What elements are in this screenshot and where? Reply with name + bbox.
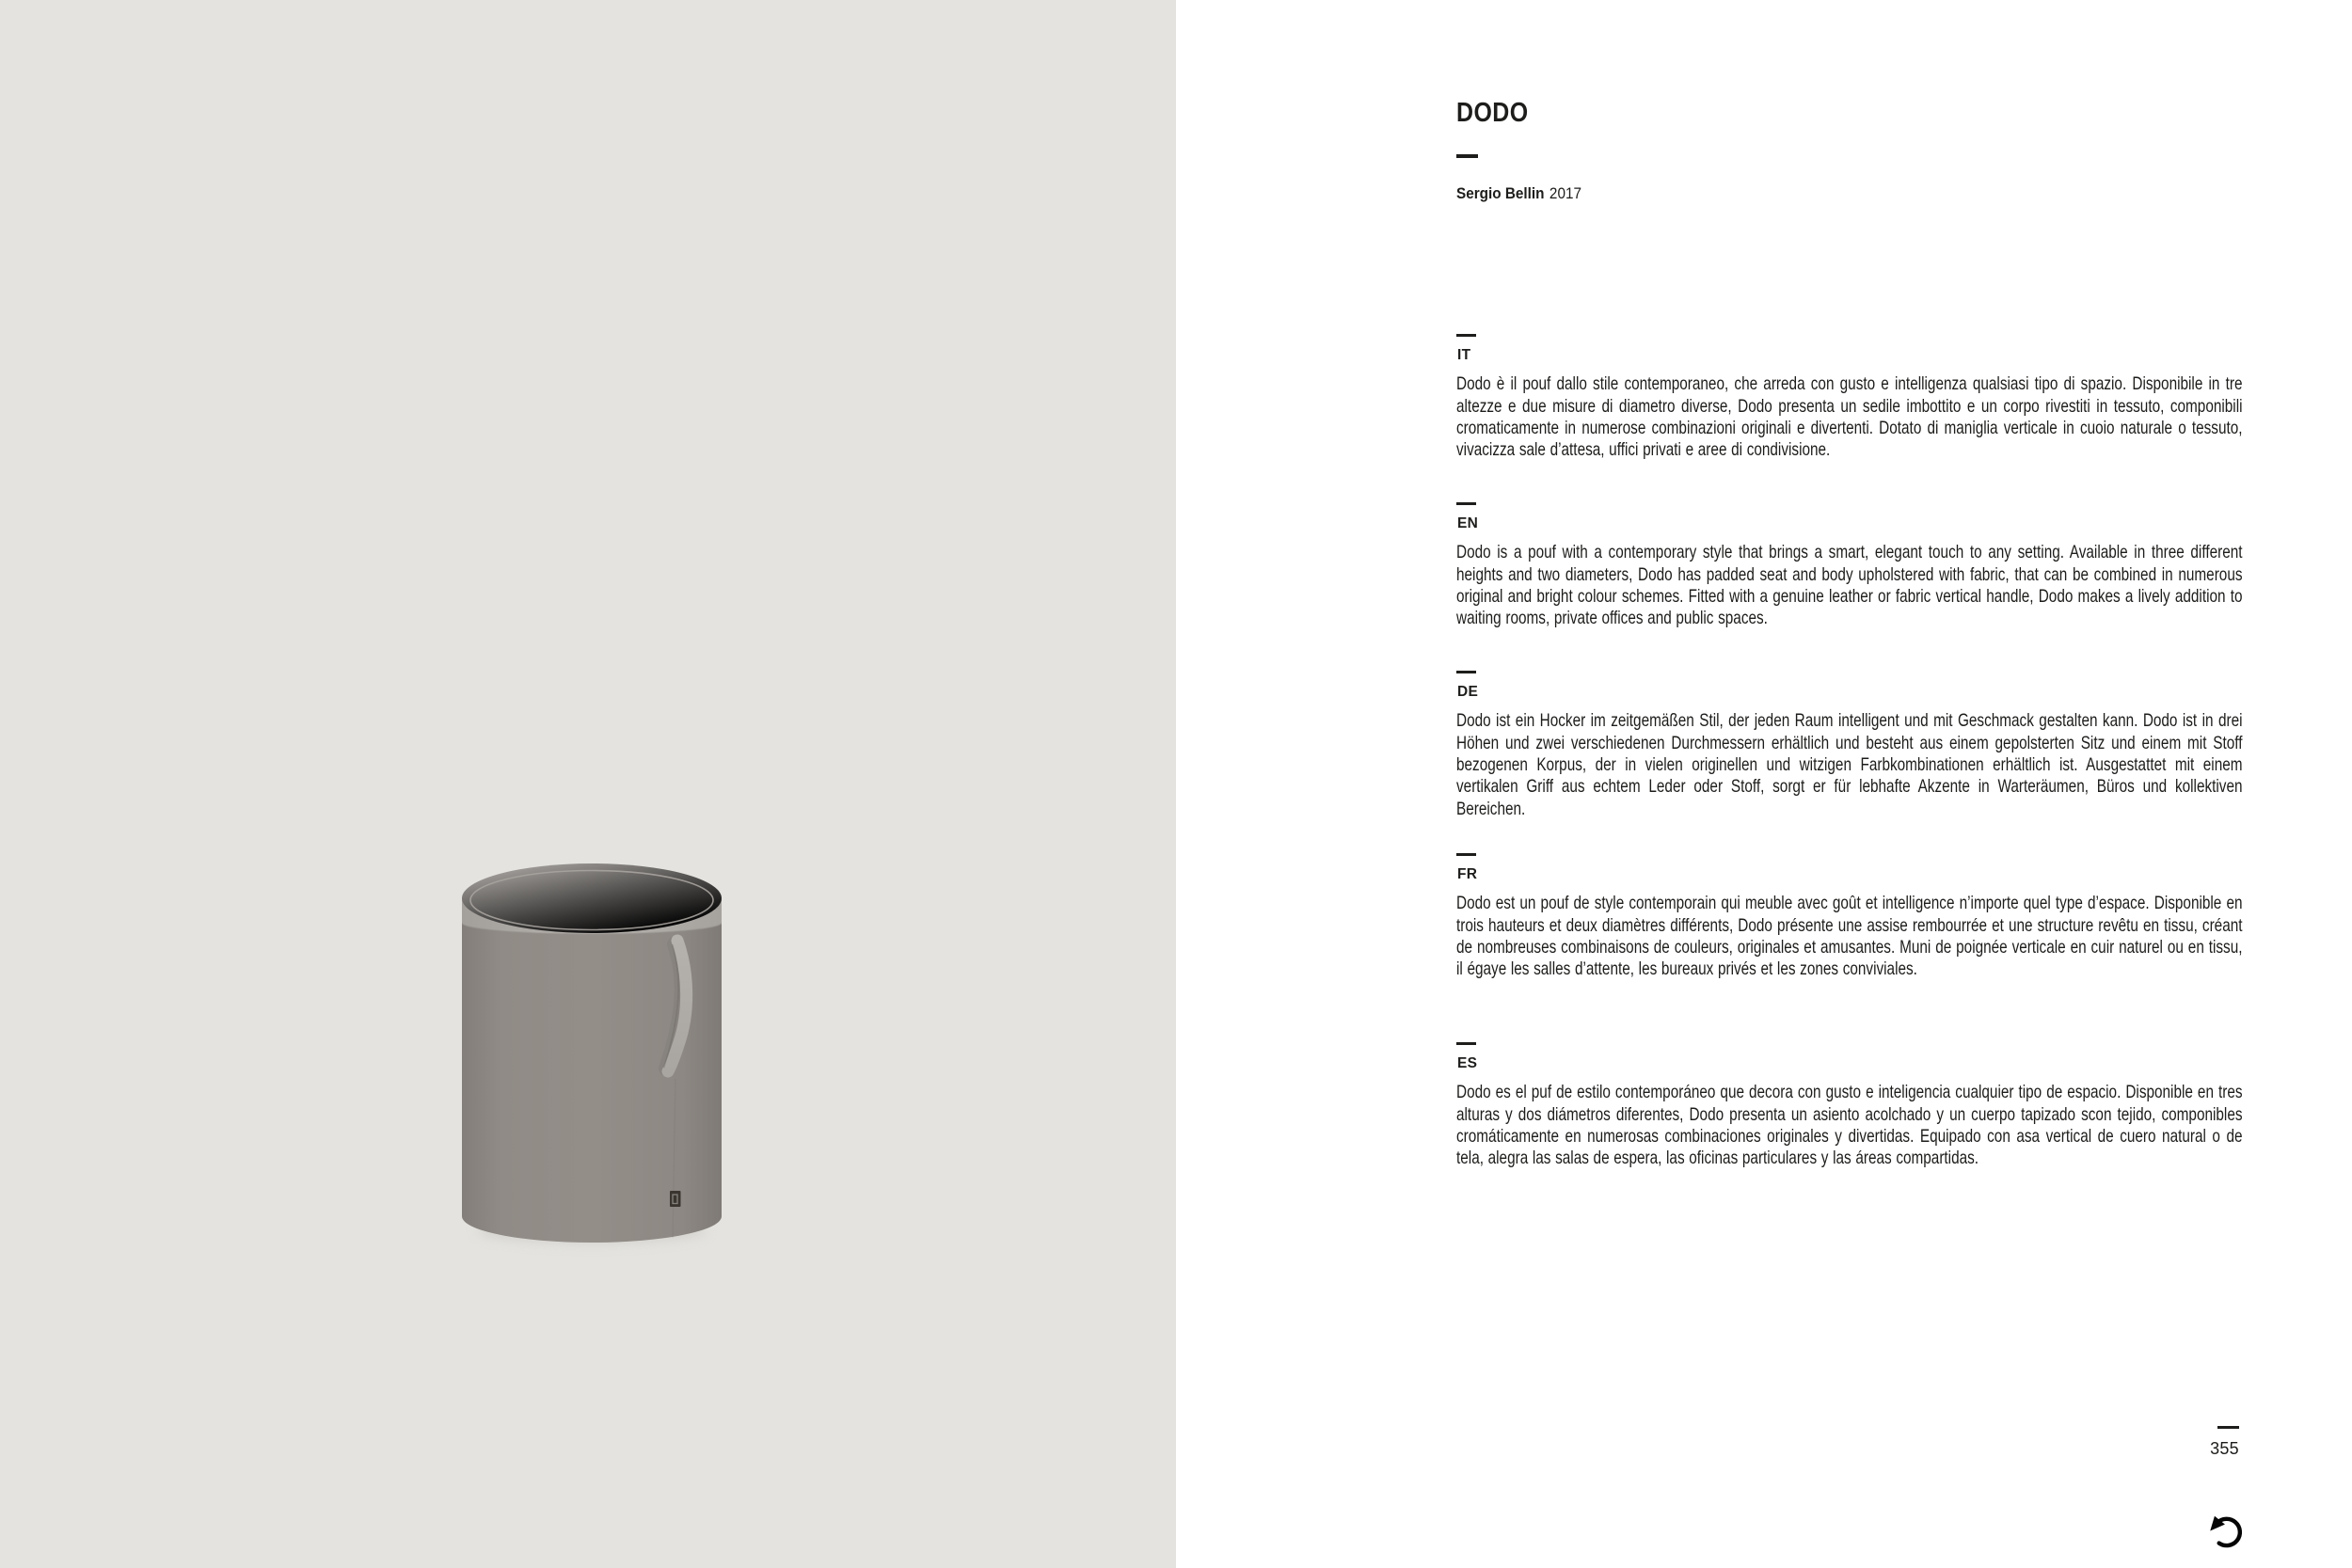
- section-it: [1456, 334, 2247, 462]
- section-de: [1456, 671, 2247, 820]
- section-en: [1456, 502, 2247, 630]
- section-fr: [1456, 853, 2247, 981]
- pouf-lid: [462, 863, 722, 933]
- section-divider: [1456, 334, 1476, 337]
- page-number-divider: [2217, 1426, 2239, 1429]
- designer-year: 2017: [1549, 184, 1581, 202]
- rotate-ccw-icon: [2205, 1511, 2247, 1552]
- language-paragraph-fr: Dodo est un pouf de style contemporain qui meuble avec goût et intelligence n’importe quel type d’espace. Disponible en trois hauteurs et deux diamètres différents, Dodo présente une assise rembourrée et une structure revêtu en tissu, créant de nombreuses combinaisons de couleurs, originales et amusantes. Muni de poignée verticale en cuir naturel ou en tissu, il égaye les salles d’attente, les bureaux privés et les zones conviviales.: [1456, 893, 2243, 980]
- section-es: [1456, 1042, 2247, 1170]
- section-divider: [1456, 502, 1476, 505]
- content-panel: [1176, 0, 2352, 1568]
- designer-line: [1456, 184, 1581, 203]
- section-divider: [1456, 671, 1476, 673]
- designer-name: Sergio Bellin: [1456, 184, 1545, 202]
- language-label-it: IT: [1457, 346, 1471, 363]
- language-paragraph-de: Dodo ist ein Hocker im zeitgemäßen Stil, der jeden Raum intelligent und mit Geschmack gestalten kann. Dodo ist in drei Höhen und zwei verschiedenen Durchmessern erhältlich und besteht aus einem gepolsterten Sitz und einem mit Stoff bezogenen Korpus, der in vielen originellen und witzigen Farbkombinationen erhältlich ist. Ausgestattet mit einem vertikalen Griff aus echtem Leder oder Stoff, sorgt er für lebhafte Akzente in Warteräumen, Büros und kollektiven Bereichen.: [1456, 710, 2243, 819]
- rotate-view-button[interactable]: [2205, 1511, 2247, 1552]
- product-image: [462, 862, 722, 1259]
- section-divider: [1456, 853, 1476, 856]
- language-label-en: EN: [1457, 515, 1479, 531]
- page-number: 355: [2210, 1439, 2239, 1458]
- title-divider: [1456, 154, 1478, 158]
- page-title: DODO: [1456, 98, 1529, 128]
- language-label-fr: FR: [1457, 865, 1478, 882]
- language-paragraph-es: Dodo es el puf de estilo contemporáneo que decora con gusto e inteligencia cualquier tipo de espacio. Disponible en tres alturas y dos diámetros diferentes, Dodo presenta un asiento acolchado y un cuerpo tapizado scon tejido, componibles cromáticamente en numerosas combinaciones originales y divertidas. Equipado con asa vertical de cuero natural o de tela, alegra las salas de espera, las oficinas particulares y las áreas compartidas.: [1456, 1082, 2243, 1169]
- language-label-de: DE: [1457, 683, 1479, 700]
- language-paragraph-en: Dodo is a pouf with a contemporary style that brings a smart, elegant touch to any setting. Available in three different heights and two diameters, Dodo has padded seat and body upholstered with fabric, that can be combined in numerous original and bright colour schemes. Fitted with a genuine leather or fabric vertical handle, Dodo makes a lively addition to waiting rooms, private offices and public spaces.: [1456, 542, 2243, 629]
- pouf-label-tag: [670, 1191, 681, 1207]
- section-divider: [1456, 1042, 1476, 1045]
- language-paragraph-it: Dodo è il pouf dallo stile contemporaneo, che arreda con gusto e intelligenza qualsiasi tipo di spazio. Disponibile in tre altezze e due misure di diametro diverse, Dodo presenta un sedile imbottito e un corpo rivestiti in tessuto, componibili cromaticamente in numerose combinazioni originali e divertenti. Dotato di maniglia verticale in cuoio naturale o tessuto, vivacizza sale d’attesa, uffici privati e aree di condivisione.: [1456, 373, 2243, 461]
- language-label-es: ES: [1457, 1054, 1478, 1071]
